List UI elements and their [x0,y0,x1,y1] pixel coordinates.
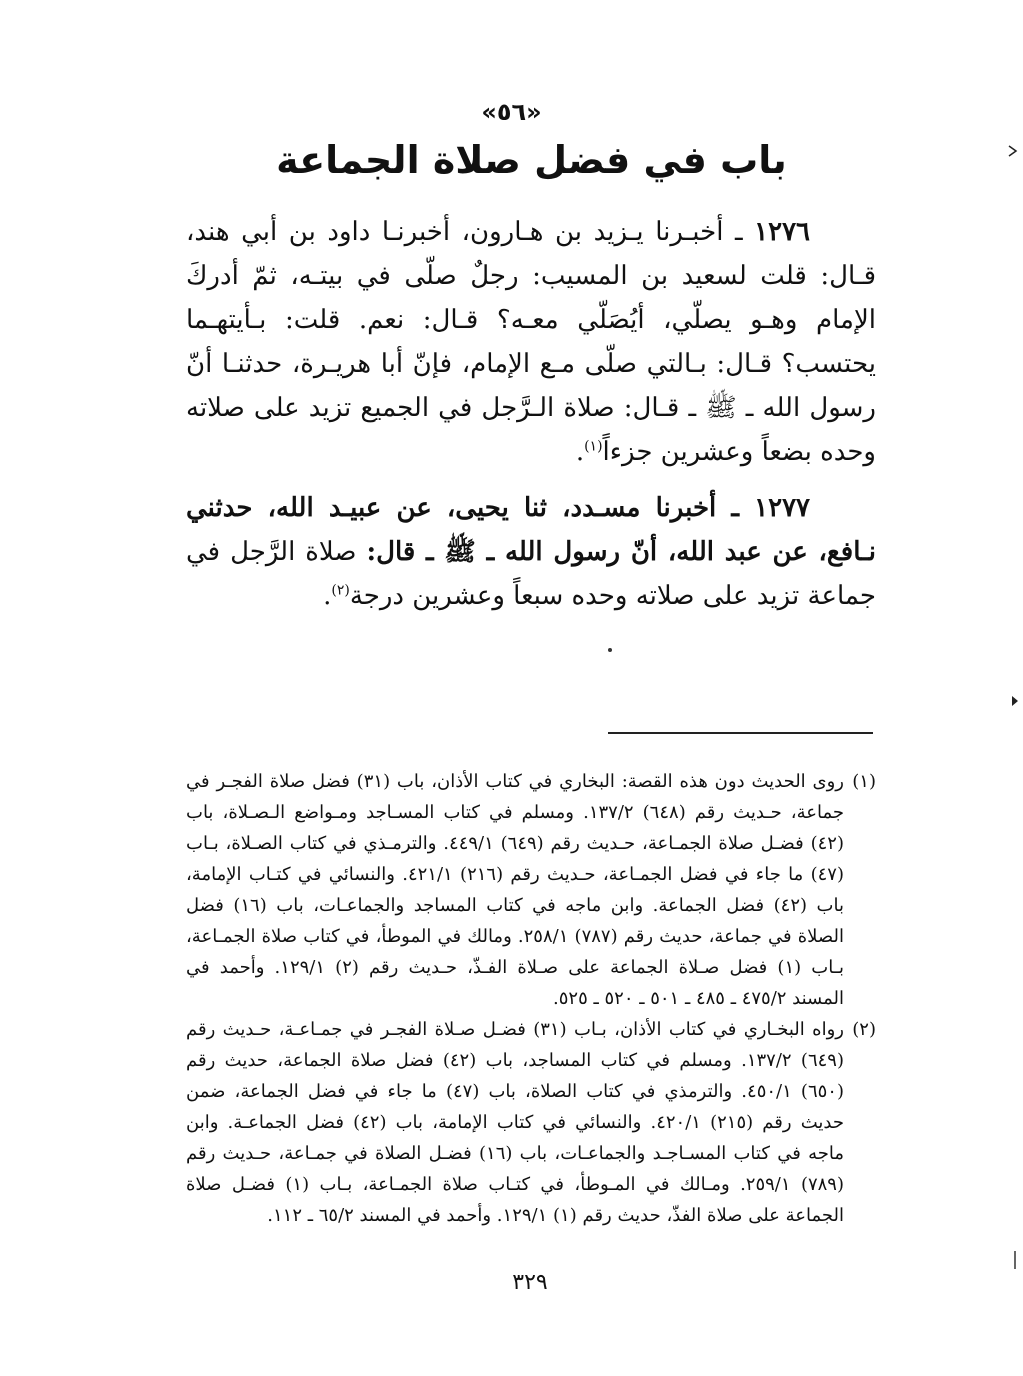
footnote-marker: (١) [852,771,876,792]
hadith-1277 [186,486,876,618]
hadith-number: ١٢٧٦ [754,217,811,247]
footnote-text: روى الحديث دون هذه القصة: البخاري في كتاب الأذان، باب (٣١) فضل صلاة الفجـر في جماعة، حـديث رقم (٦٤٨) ١٣٧/٢. ومسلم في كتاب المسـاجد ومـواضع الـصـلاة، باب (٤٢) فضـل صلاة الجمـاعة، حـديث رقم (٦٤٩) ٤٤٩/١. والترمـذي في كتاب الصـلاة، بـاب (٤٧) ما جاء في فضل الجمـاعة، حـديث رقم (٢١٦) ٤٢١/١. والنسائي في كتـاب الإمامة، باب (٤٢) فضل الجماعة. وابن ماجه في كتاب المساجد والجماعـات، باب (١٦) فضل الصلاة في جماعة، حديث رقم (٧٨٧) ٢٥٨/١. ومالك في الموطأ، في كتاب صلاة الجمـاعة، بـاب (١) فضل صـلاة الجماعة على صـلاة الفـذّ، حـديث رقم (٢) ١٢٩/١. وأحمد في المسند ٤٧٥/٢ ـ ٤٨٥ ـ ٥٠١ ـ ٥٢٠ ـ ٥٢٥. [186,771,844,1009]
hadith-isnad: ـ أخبرنا مسـدد، ثنا يحيى، عن عبيـد الله، حدثني نـافع، عن عبد الله، أنّ رسول الله ـ ﷺ ـ قال: [186,493,876,567]
footnote-2 [186,1014,876,1231]
footnote-reference: (١) [584,438,603,455]
hadith-end: . [323,581,332,611]
stray-dot [608,648,612,652]
footnote-marker: (٢) [852,1019,876,1040]
margin-mark-icon [1008,144,1018,158]
margin-mark-icon [1012,1250,1022,1264]
hadith-text: ـ أخبـرنا يـزيد بن هـارون، أخبرنـا داود بن أبي هند، قـال: قلت لسعيد بن المسيب: رجلٌ صلّى في بيتـه، ثمّ أدركَ الإمام وهـو يصلّي، أيُصَلّي معـه؟ قـال: نعم. قلت: بـأيتهـما يحتسب؟ قـال: بـالتي صلّى مـع الإمام، فإنّ أبا هريـرة، حدثنـا أنّ رسول الله ـ ﷺ ـ قـال: صلاة الـرَّجل في الجميع تزيد على صلاته وحده بضعاً وعشرين جزءاً [186,217,876,467]
hadith-1276 [186,210,876,474]
page-number: ٣٢٩ [512,1270,548,1295]
hadith-text: صلاة الرَّجل في جماعة تزيد على صلاته وحده سبعاً وعشرين درجة [186,537,876,611]
footnote-1 [186,766,876,1014]
footnote-text: رواه البخـاري في كتاب الأذان، بـاب (٣١) فضـل صـلاة الفجـر في جمـاعـة، حـديث رقم (٦٤٩) ١٣٧/٢. ومسلم في كتاب المساجد، باب (٤٢) فضل صلاة الجماعة، حديث رقم (٦٥٠) ٤٥٠/١. والترمذي في كتاب الصلاة، باب (٤٧) ما جاء في فضل الجماعة، ضمن حديث رقم (٢١٥) ٤٢٠/١. والنسائي في كتاب الإمامة، باب (٤٢) فضل الجماعـة. وابن ماجه في كتاب المسـاجـد والجماعـات، باب (١٦) فضـل الصلاة في جمـاعة، حـديث رقم (٧٨٩) ٢٥٩/١. ومـالك في المـوطأ، في كتـاب صلاة الجمـاعة، بـاب (١) فضـل صلاة الجماعة على صلاة الفذّ، حديث رقم (١) ١٢٩/١. وأحمد في المسند ٦٥/٢ ـ ١١٢. [186,1019,845,1226]
hadith-number: ١٢٧٧ [754,493,810,523]
hadith-body [186,210,876,630]
footnote-reference: (٢) [331,582,350,599]
hadith-end: . [575,437,585,467]
chapter-number: «٥٦» [481,98,542,126]
chapter-title: باب في فضل صلاة الجماعة [276,138,787,182]
margin-mark-icon [1010,694,1020,708]
footnotes [186,766,876,1231]
footnote-separator [608,732,873,734]
